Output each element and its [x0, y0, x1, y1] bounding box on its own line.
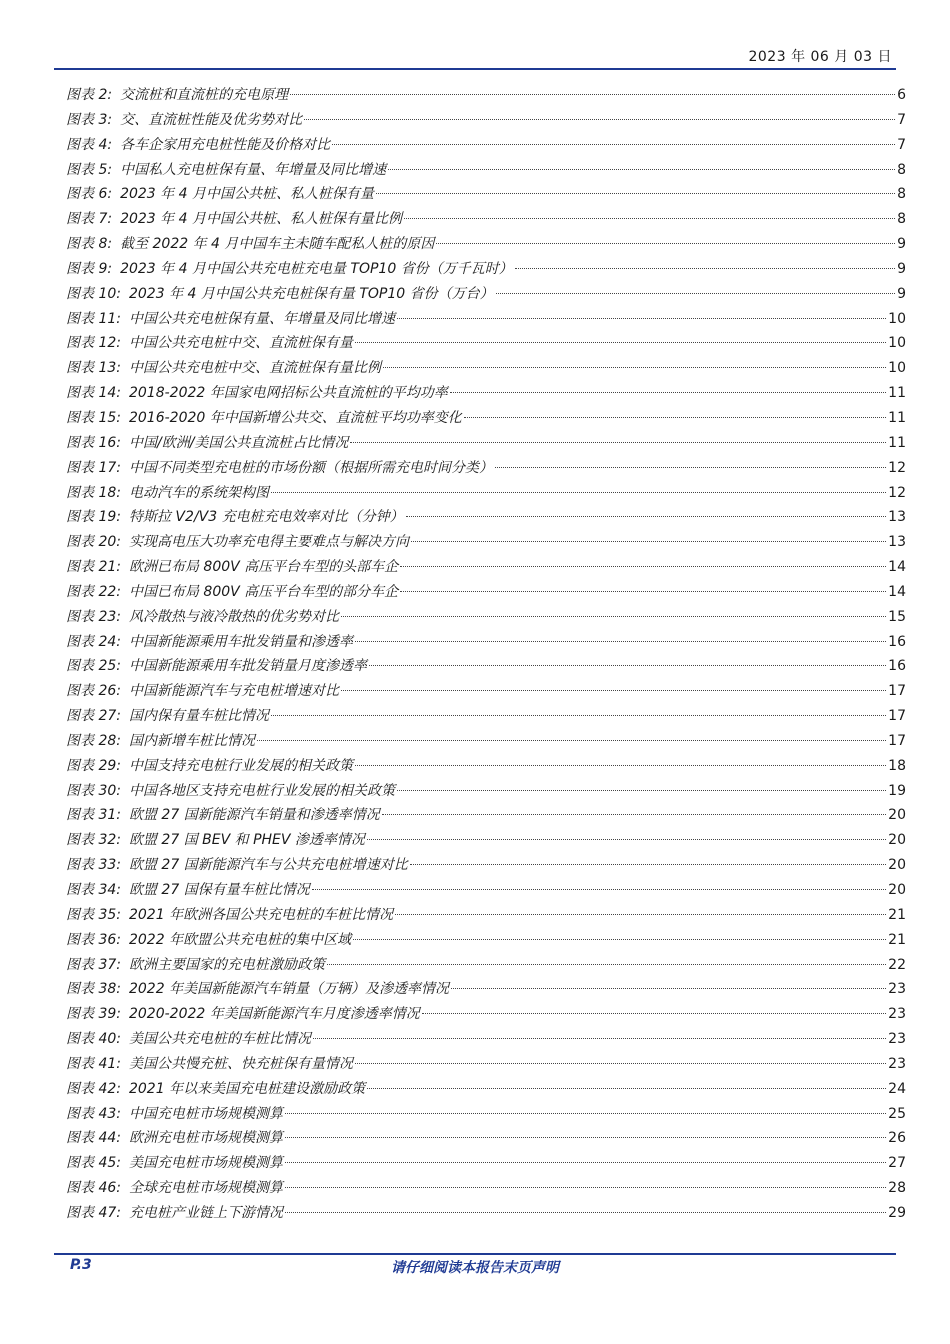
toc-entry[interactable] [66, 804, 906, 829]
toc-entry-label: 图表 44: [66, 1130, 121, 1147]
toc-entry-label: 图表 43: [66, 1105, 121, 1122]
toc-entry-page[interactable]: 10 [888, 335, 906, 352]
toc-entry[interactable] [66, 1127, 906, 1152]
toc-dot-leader [397, 318, 886, 319]
toc-entry-title[interactable]: 中国公共充电桩保有量、年增量及同比增速 [128, 310, 395, 327]
toc-entry-title[interactable]: 欧洲主要国家的充电桩激励政策 [128, 956, 325, 973]
toc-dot-leader [285, 1212, 886, 1213]
toc-dot-leader [304, 119, 895, 120]
toc-dot-leader [383, 367, 886, 368]
toc-entry[interactable] [66, 159, 906, 184]
toc-entry[interactable] [66, 755, 906, 780]
toc-entry[interactable] [66, 1152, 906, 1177]
toc-entry-label: 图表 29: [66, 757, 121, 774]
toc-entry-title[interactable]: 风冷散热与液冷散热的优劣势对比 [128, 608, 339, 625]
toc-entry-label: 图表 22: [66, 583, 121, 600]
toc-entry-label: 图表 8: [66, 236, 113, 253]
toc-entry-label: 图表 45: [66, 1155, 121, 1172]
toc-dot-leader [404, 218, 895, 219]
toc-dot-leader [367, 839, 886, 840]
toc-entry-title[interactable]: 欧洲充电桩市场规模测算 [128, 1130, 283, 1147]
toc-entry-title[interactable]: 中国已布局 800V 高压平台车型的部分车企 [128, 583, 399, 600]
figure-table-of-contents [66, 84, 906, 1227]
toc-entry-label: 图表 39: [66, 1006, 121, 1023]
toc-entry-page[interactable]: 21 [888, 931, 906, 948]
toc-dot-leader [285, 1137, 886, 1138]
toc-entry-label: 图表 10: [66, 285, 121, 302]
toc-entry-title[interactable]: 电动汽车的系统架构图 [128, 484, 269, 501]
toc-entry[interactable] [66, 357, 906, 382]
toc-entry-title[interactable]: 2021 年以来美国充电桩建设激励政策 [128, 1080, 366, 1097]
toc-entry-label: 图表 2: [66, 87, 113, 103]
toc-entry-label: 图表 13: [66, 360, 121, 377]
toc-entry-page[interactable]: 23 [888, 981, 906, 998]
toc-entry-label: 图表 35: [66, 906, 121, 923]
toc-dot-leader [285, 1113, 886, 1114]
toc-entry-label: 图表 26: [66, 683, 121, 700]
toc-entry-label: 图表 9: [66, 260, 113, 277]
toc-entry[interactable] [66, 780, 906, 805]
toc-entry-title[interactable]: 中国公共充电桩中交、直流桩保有量比例 [128, 360, 381, 377]
toc-entry[interactable] [66, 332, 906, 357]
toc-entry-title[interactable]: 欧盟 27 国 BEV 和 PHEV 渗透率情况 [128, 832, 365, 849]
toc-dot-leader [382, 814, 886, 815]
toc-dot-leader [350, 442, 886, 443]
toc-entry[interactable] [66, 1003, 906, 1028]
toc-entry[interactable] [66, 308, 906, 333]
toc-entry-page[interactable]: 23 [888, 1031, 906, 1048]
toc-dot-leader [271, 715, 886, 716]
toc-dot-leader [422, 1013, 886, 1014]
toc-entry-label: 图表 32: [66, 832, 121, 849]
toc-entry-page[interactable]: 10 [888, 310, 906, 327]
toc-entry[interactable] [66, 1103, 906, 1128]
toc-entry[interactable] [66, 854, 906, 879]
toc-entry[interactable] [66, 258, 906, 283]
toc-entry-title[interactable]: 中国支持充电桩行业发展的相关政策 [128, 757, 353, 774]
toc-dot-leader [327, 964, 886, 965]
toc-entry-page[interactable]: 14 [888, 559, 906, 576]
toc-entry-title[interactable]: 中国充电桩市场规模测算 [128, 1105, 283, 1122]
toc-dot-leader [496, 293, 895, 294]
toc-dot-leader [451, 988, 886, 989]
toc-entry-page[interactable]: 17 [888, 708, 906, 725]
toc-entry-title[interactable]: 中国/欧洲/美国公共直流桩占比情况 [128, 434, 349, 451]
toc-entry-label: 图表 11: [66, 310, 121, 327]
toc-entry[interactable] [66, 432, 906, 457]
toc-entry-page[interactable]: 9 [897, 236, 906, 253]
toc-dot-leader [355, 1063, 886, 1064]
toc-entry-page[interactable]: 22 [888, 956, 906, 973]
toc-entry-title[interactable]: 中国各地区支持充电桩行业发展的相关政策 [128, 782, 395, 799]
toc-entry-label: 图表 40: [66, 1031, 121, 1048]
toc-entry-title[interactable]: 中国新能源汽车与充电桩增速对比 [128, 683, 339, 700]
toc-dot-leader [400, 566, 886, 567]
toc-dot-leader [312, 889, 886, 890]
toc-entry-page[interactable]: 23 [888, 1055, 906, 1072]
toc-entry-title[interactable]: 中国私人充电桩保有量、年增量及同比增速 [120, 161, 387, 178]
toc-entry-title[interactable]: 美国公共慢充桩、快充桩保有量情况 [128, 1055, 353, 1072]
toc-entry-title[interactable]: 中国公共充电桩中交、直流桩保有量 [128, 335, 353, 352]
toc-entry-label: 图表 33: [66, 857, 121, 874]
toc-entry[interactable] [66, 531, 906, 556]
toc-entry-title[interactable]: 欧盟 27 国保有量车桩比情况 [128, 882, 310, 898]
toc-entry[interactable] [66, 1053, 906, 1078]
toc-entry-page[interactable]: 19 [888, 782, 906, 799]
toc-entry[interactable] [66, 283, 906, 308]
toc-entry-page[interactable]: 26 [888, 1130, 906, 1147]
toc-entry-page[interactable]: 25 [888, 1105, 906, 1122]
toc-dot-leader [355, 765, 886, 766]
toc-dot-leader [400, 591, 886, 592]
toc-entry-label: 图表 36: [66, 931, 121, 948]
toc-entry-label: 图表 5: [66, 161, 113, 178]
toc-entry[interactable] [66, 829, 906, 854]
toc-entry-title[interactable]: 2023 年 4 月中国公共充电桩保有量 TOP10 省份（万台） [128, 285, 494, 302]
toc-entry[interactable] [66, 1202, 906, 1227]
toc-entry-label: 图表 28: [66, 732, 121, 749]
toc-entry-page[interactable]: 11 [888, 434, 906, 451]
header-divider [54, 68, 896, 70]
toc-entry-label: 图表 7: [66, 211, 113, 228]
toc-entry-page[interactable]: 9 [897, 260, 906, 277]
toc-entry-title[interactable]: 2022 年欧盟公共充电桩的集中区域 [128, 931, 352, 948]
toc-dot-leader [341, 690, 886, 691]
toc-entry-label: 图表 42: [66, 1080, 121, 1097]
toc-entry-label: 图表 14: [66, 385, 121, 402]
toc-dot-leader [464, 417, 886, 418]
toc-entry-title[interactable]: 截至 2022 年 4 月中国车主未随车配私人桩的原因 [120, 236, 435, 253]
footer-divider [54, 1253, 896, 1255]
toc-dot-leader [388, 169, 895, 170]
toc-entry-label: 图表 41: [66, 1055, 121, 1072]
toc-entry-page[interactable]: 20 [888, 807, 906, 824]
toc-entry-label: 图表 3: [66, 111, 113, 128]
toc-entry-label: 图表 47: [66, 1204, 121, 1221]
toc-entry-label: 图表 19: [66, 509, 121, 526]
toc-entry-page[interactable]: 17 [888, 732, 906, 749]
toc-entry-title[interactable]: 交流桩和直流桩的充电原理 [120, 87, 289, 103]
toc-dot-leader [367, 1088, 886, 1089]
toc-entry-page[interactable]: 12 [888, 484, 906, 501]
toc-entry-page[interactable]: 18 [888, 757, 906, 774]
toc-dot-leader [411, 541, 886, 542]
toc-dot-leader [332, 144, 895, 145]
disclaimer-note: 请仔细阅读本报告末页声明 [391, 1260, 559, 1276]
toc-dot-leader [515, 268, 895, 269]
toc-entry[interactable] [66, 705, 906, 730]
toc-entry-title[interactable]: 2020-2022 年美国新能源汽车月度渗透率情况 [128, 1006, 420, 1023]
toc-entry-title[interactable]: 实现高电压大功率充电得主要难点与解决方向 [128, 534, 409, 551]
toc-entry-page[interactable]: 8 [897, 211, 906, 228]
toc-entry-page[interactable]: 20 [888, 832, 906, 849]
toc-entry[interactable] [66, 407, 906, 432]
toc-dot-leader [495, 467, 886, 468]
toc-entry-label: 图表 12: [66, 335, 121, 352]
toc-dot-leader [290, 94, 895, 95]
toc-entry-title[interactable]: 国内新增车桩比情况 [128, 732, 255, 749]
toc-dot-leader [395, 914, 886, 915]
toc-entry-label: 图表 31: [66, 807, 121, 824]
toc-dot-leader [341, 616, 886, 617]
page-number: P.3 [70, 1257, 92, 1273]
toc-entry[interactable] [66, 929, 906, 954]
toc-entry-page[interactable]: 20 [888, 857, 906, 874]
toc-dot-leader [313, 1038, 886, 1039]
toc-entry-page[interactable]: 28 [888, 1180, 906, 1197]
toc-entry-label: 图表 34: [66, 882, 121, 898]
toc-entry-page[interactable]: 17 [888, 683, 906, 700]
toc-entry-label: 图表 38: [66, 981, 121, 998]
toc-entry[interactable] [66, 506, 906, 531]
toc-entry[interactable] [66, 382, 906, 407]
toc-entry-page[interactable]: 9 [897, 285, 906, 302]
toc-entry[interactable] [66, 134, 906, 159]
toc-dot-leader [285, 1187, 886, 1188]
toc-dot-leader [397, 790, 886, 791]
toc-entry[interactable] [66, 680, 906, 705]
toc-dot-leader [450, 392, 886, 393]
toc-dot-leader [376, 193, 895, 194]
toc-entry-page[interactable]: 12 [888, 459, 906, 476]
toc-entry-label: 图表 21: [66, 559, 121, 576]
toc-entry-page[interactable]: 21 [888, 906, 906, 923]
toc-entry-title[interactable]: 中国新能源乘用车批发销量和渗透率 [128, 633, 353, 650]
toc-entry[interactable] [66, 606, 906, 631]
toc-entry-page[interactable]: 15 [888, 608, 906, 625]
toc-entry[interactable] [66, 904, 906, 929]
toc-entry-page[interactable]: 27 [888, 1155, 906, 1172]
toc-entry-label: 图表 6: [66, 186, 113, 203]
toc-entry-title[interactable]: 充电桩产业链上下游情况 [128, 1204, 283, 1221]
toc-entry-page[interactable]: 14 [888, 583, 906, 600]
toc-dot-leader [355, 342, 886, 343]
toc-entry-page[interactable]: 29 [888, 1204, 906, 1221]
toc-entry-page[interactable]: 7 [897, 136, 906, 153]
toc-entry-page[interactable]: 11 [888, 409, 906, 426]
toc-dot-leader [369, 665, 886, 666]
toc-entry[interactable] [66, 581, 906, 606]
toc-entry[interactable] [66, 183, 906, 208]
report-date: 2023 年 06 月 03 日 [748, 49, 892, 65]
toc-entry-title[interactable]: 2023 年 4 月中国公共桩、私人桩保有量比例 [120, 211, 402, 228]
toc-dot-leader [406, 516, 887, 517]
toc-dot-leader [271, 492, 886, 493]
toc-entry-label: 图表 46: [66, 1180, 121, 1197]
toc-entry-page[interactable]: 13 [888, 534, 906, 551]
toc-entry-title[interactable]: 欧洲已布局 800V 高压平台车型的头部车企 [128, 559, 399, 576]
toc-entry-page[interactable]: 11 [888, 385, 906, 402]
toc-dot-leader [436, 243, 895, 244]
toc-entry-label: 图表 20: [66, 534, 121, 551]
toc-entry-page[interactable]: 6 [897, 87, 906, 103]
toc-entry-title[interactable]: 特斯拉 V2/V3 充电桩充电效率对比（分钟） [128, 509, 404, 526]
toc-entry-page[interactable]: 7 [897, 111, 906, 128]
toc-entry-page[interactable]: 8 [897, 161, 906, 178]
toc-entry-title[interactable]: 欧盟 27 国新能源汽车与公共充电桩增速对比 [128, 857, 408, 874]
toc-entry[interactable] [66, 457, 906, 482]
toc-entry-title[interactable]: 美国充电桩市场规模测算 [128, 1155, 283, 1172]
toc-entry[interactable] [66, 879, 906, 904]
toc-dot-leader [410, 864, 886, 865]
toc-entry-title[interactable]: 2016-2020 年中国新增公共交、直流桩平均功率变化 [128, 409, 462, 426]
toc-entry[interactable] [66, 1177, 906, 1202]
toc-entry-label: 图表 4: [66, 136, 113, 153]
toc-entry-label: 图表 18: [66, 484, 121, 501]
toc-entry[interactable] [66, 233, 906, 258]
toc-entry-label: 图表 25: [66, 658, 121, 675]
toc-entry-title[interactable]: 中国新能源乘用车批发销量月度渗透率 [128, 658, 367, 675]
toc-entry[interactable] [66, 954, 906, 979]
toc-entry-title[interactable]: 2023 年 4 月中国公共桩、私人桩保有量 [120, 186, 374, 203]
toc-entry-title[interactable]: 国内保有量车桩比情况 [128, 708, 269, 725]
toc-entry-label: 图表 37: [66, 956, 121, 973]
toc-entry[interactable] [66, 730, 906, 755]
toc-entry[interactable] [66, 208, 906, 233]
toc-entry-title[interactable]: 中国不同类型充电桩的市场份额（根据所需充电时间分类） [128, 459, 493, 476]
toc-entry-title[interactable]: 2023 年 4 月中国公共充电桩充电量 TOP10 省份（万千瓦时） [120, 260, 513, 277]
toc-entry[interactable] [66, 631, 906, 656]
toc-entry[interactable] [66, 556, 906, 581]
toc-entry-label: 图表 23: [66, 608, 121, 625]
toc-entry[interactable] [66, 655, 906, 680]
toc-entry-title[interactable]: 全球充电桩市场规模测算 [128, 1180, 283, 1197]
toc-entry-title[interactable]: 2018-2022 年国家电网招标公共直流桩的平均功率 [128, 385, 448, 402]
toc-entry[interactable] [66, 1028, 906, 1053]
toc-entry-page[interactable]: 24 [888, 1080, 906, 1097]
toc-entry-page[interactable]: 10 [888, 360, 906, 377]
toc-entry-title[interactable]: 2022 年美国新能源汽车销量（万辆）及渗透率情况 [128, 981, 450, 998]
toc-entry-page[interactable]: 16 [888, 633, 906, 650]
toc-entry[interactable] [66, 109, 906, 134]
toc-entry-label: 图表 27: [66, 708, 121, 725]
toc-entry-label: 图表 16: [66, 434, 121, 451]
toc-entry-label: 图表 15: [66, 409, 121, 426]
toc-dot-leader [355, 641, 886, 642]
toc-entry-label: 图表 24: [66, 633, 121, 650]
toc-entry-title[interactable]: 各车企家用充电桩性能及价格对比 [120, 136, 331, 153]
toc-dot-leader [353, 939, 886, 940]
toc-entry-page[interactable]: 20 [888, 882, 906, 898]
toc-entry[interactable] [66, 978, 906, 1003]
toc-entry-page[interactable]: 13 [888, 509, 906, 526]
toc-entry-title[interactable]: 交、直流桩性能及优劣势对比 [120, 111, 303, 128]
toc-entry-label: 图表 17: [66, 459, 121, 476]
toc-entry-title[interactable]: 欧盟 27 国新能源汽车销量和渗透率情况 [128, 807, 380, 824]
toc-dot-leader [285, 1162, 886, 1163]
toc-entry-page[interactable]: 23 [888, 1006, 906, 1023]
toc-dot-leader [257, 740, 886, 741]
toc-entry[interactable] [66, 482, 906, 507]
toc-entry[interactable] [66, 84, 906, 109]
toc-entry-page[interactable]: 8 [897, 186, 906, 203]
toc-entry-title[interactable]: 美国公共充电桩的车桩比情况 [128, 1031, 311, 1048]
toc-entry-title[interactable]: 2021 年欧洲各国公共充电桩的车桩比情况 [128, 906, 394, 923]
toc-entry-page[interactable]: 16 [888, 658, 906, 675]
toc-entry-label: 图表 30: [66, 782, 121, 799]
toc-entry[interactable] [66, 1078, 906, 1103]
